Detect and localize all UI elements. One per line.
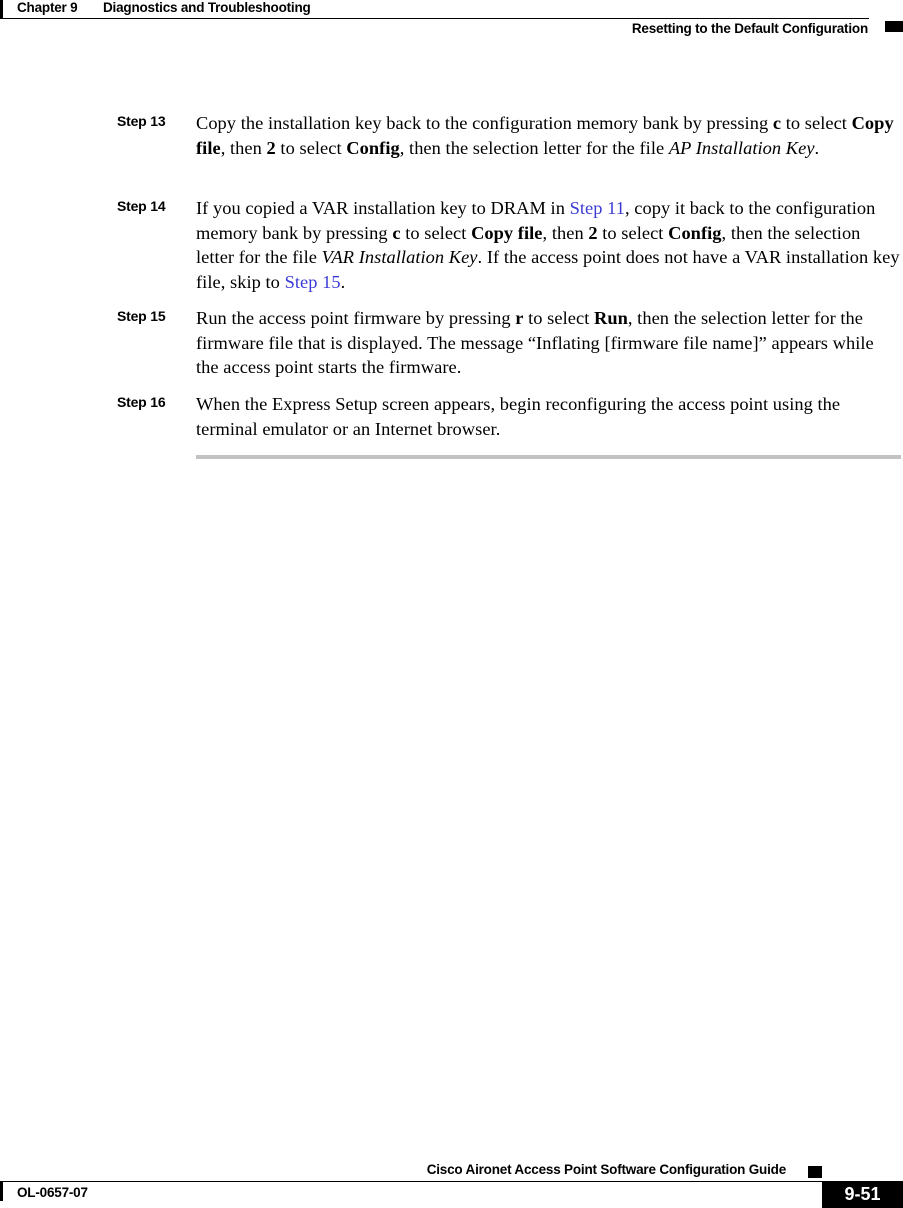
step-text-run: Copy the installation key back to the configuration memory bank by pressing [196, 113, 773, 133]
footer-left-bar [0, 1181, 3, 1201]
step-text [196, 196, 900, 294]
bold-term: r [515, 308, 524, 328]
bold-term: Run [594, 308, 628, 328]
header-rule [0, 18, 869, 19]
step-label: Step 16 [117, 394, 166, 410]
step-text-run: to select [400, 222, 472, 243]
chapter-title: Diagnostics and Troubleshooting [103, 0, 311, 15]
step-text-run: . If the access point does not have a VAR installation key file, skip to [196, 247, 900, 292]
step-text-run: If you copied a VAR installation key to DRAM in [196, 198, 570, 218]
chapter-label: Chapter 9 [17, 0, 78, 15]
step-text-run: , then the selection letter for the file [196, 222, 861, 267]
header-left-bar [0, 0, 3, 18]
step-text-run: . [814, 137, 820, 158]
step-label: Step 15 [117, 308, 166, 324]
step-text-run: . [340, 271, 346, 292]
step-text [196, 111, 900, 160]
step-text-run: , copy it back to the configuration memory bank by pressing [196, 198, 876, 243]
step-text-run: to select [597, 222, 669, 243]
footer-marker-block [808, 1166, 822, 1178]
step-text-run: Run the access point firmware by pressing [196, 308, 516, 328]
step-label: Step 14 [117, 198, 166, 214]
step-text [196, 306, 900, 380]
bold-term: Copy file [471, 222, 543, 243]
step-text-run: to select [275, 137, 347, 158]
guide-title: Cisco Aironet Access Point Software Configuration Guide [426, 1162, 786, 1177]
doc-number: OL-0657-07 [17, 1185, 88, 1200]
step-text-run: , then the selection letter for the firmware file that is displayed. The message “Inflating [firmware file name]” appears while the access point starts the firmware. [196, 308, 874, 377]
step-text-run: to select [523, 308, 594, 328]
bold-term: c [772, 113, 782, 133]
bold-term: Copy file [196, 113, 894, 158]
page-number: 9-51 [822, 1181, 903, 1208]
bold-term: 2 [266, 137, 276, 158]
italic-term: VAR Installation Key [321, 247, 478, 267]
step-cross-reference-link[interactable]: Step 11 [569, 198, 625, 218]
bold-term: c [392, 222, 401, 243]
step-cross-reference-link[interactable]: Step 15 [284, 271, 341, 292]
section-title: Resetting to the Default Configuration [631, 21, 868, 36]
step-text-run: to select [781, 113, 852, 133]
procedure-end-rule [196, 455, 901, 459]
step-text-run: , then [220, 137, 267, 158]
step-text-run: , then the selection letter for the file [399, 137, 669, 158]
bold-term: Config [346, 137, 400, 158]
step-text-run: When the Express Setup screen appears, begin reconfiguring the access point using the terminal emulator or an Internet browser. [196, 394, 841, 439]
step-text-run: , then [542, 222, 589, 243]
bold-term: 2 [588, 222, 598, 243]
header-marker-block [885, 21, 903, 32]
step-label: Step 13 [117, 113, 166, 129]
step-text [196, 392, 900, 441]
bold-term: Config [668, 222, 722, 243]
footer-rule [0, 1181, 822, 1182]
italic-term: AP Installation Key [668, 137, 815, 158]
